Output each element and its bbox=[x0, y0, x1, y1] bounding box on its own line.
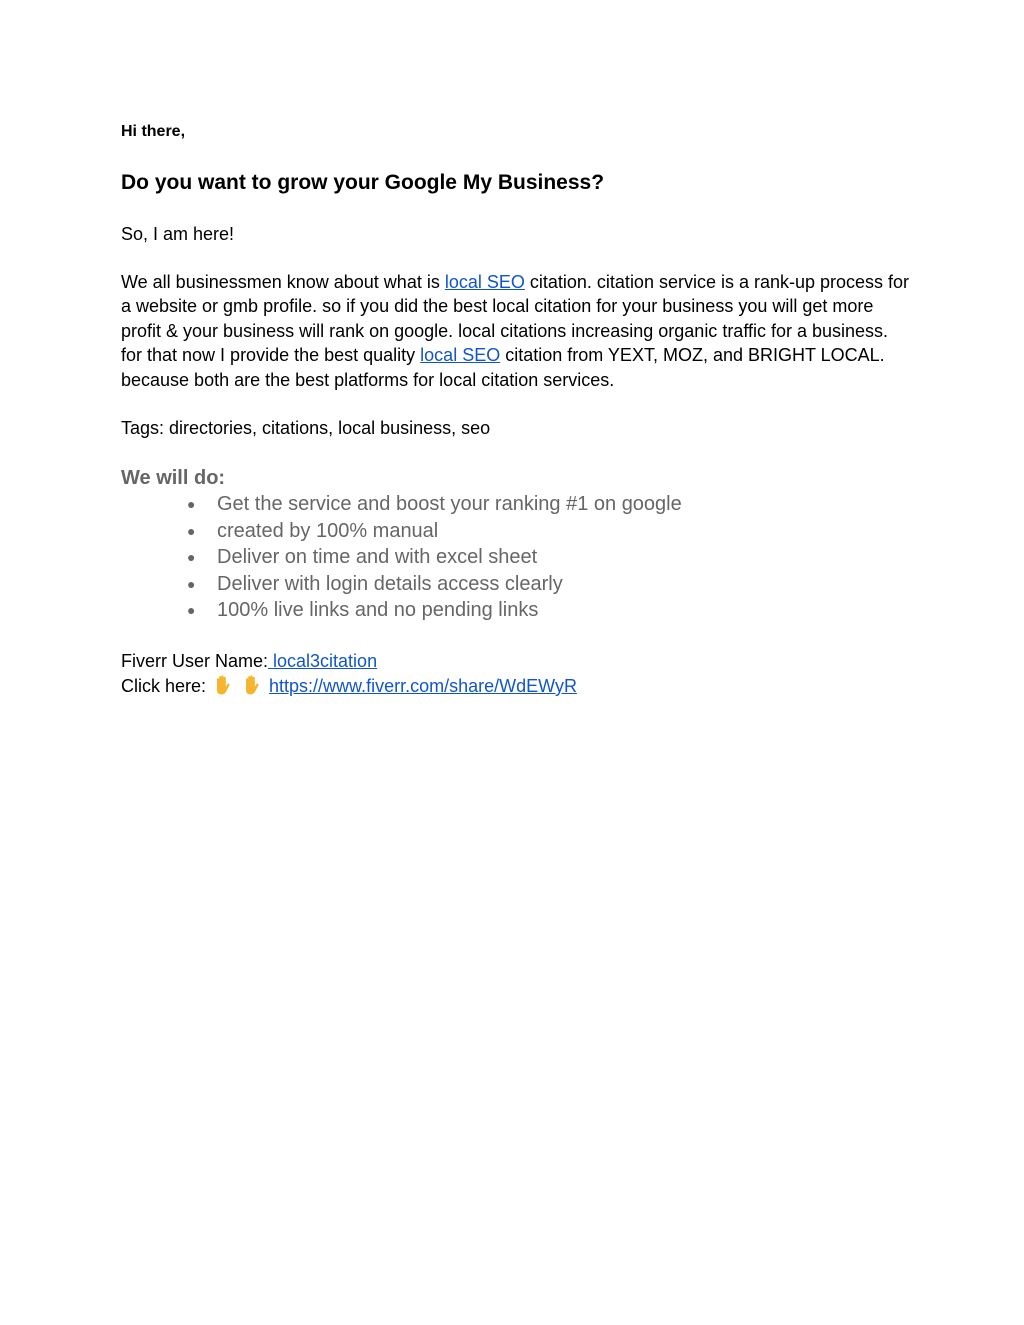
fiverr-share-link[interactable]: https://www.fiverr.com/share/WdEWyR bbox=[269, 676, 577, 696]
list-item-text: Deliver on time and with excel sheet bbox=[217, 546, 538, 569]
tags-line: Tags: directories, citations, local business, seo bbox=[121, 418, 491, 438]
local-seo-link-1[interactable]: local SEO bbox=[444, 272, 525, 292]
we-will-do-heading: We will do: bbox=[121, 467, 226, 489]
list-item bbox=[121, 491, 682, 518]
paragraph-text-3: citation from YEXT, MOZ, and BRIGHT LOCAL. because both are the best platforms for local citation services. bbox=[121, 345, 885, 390]
fiverr-username-link[interactable]: local3citation bbox=[268, 651, 378, 671]
fiverr-username-label: Fiverr User Name: bbox=[121, 651, 269, 671]
raised-hand-icon bbox=[211, 674, 233, 696]
local-seo-link-2[interactable]: local SEO bbox=[420, 345, 501, 366]
list-item-text: 100% live links and no pending links bbox=[217, 599, 539, 622]
we-will-do-list bbox=[121, 491, 682, 624]
paragraph-text-2: citation. citation service is a rank-up process for a website or gmb profile. so if you did the best local citation for your business you will get more profit & your business will rank on google. local citations increasing organic traffic for a business. for that now I provide the best quality bbox=[121, 272, 910, 366]
list-item bbox=[121, 544, 682, 571]
page-title: Do you want to grow your Google My Business? bbox=[121, 171, 605, 194]
intro-text: So, I am here! bbox=[121, 224, 235, 244]
list-item-text: created by 100% manual bbox=[217, 519, 439, 542]
bullet-icon: ● bbox=[187, 549, 196, 566]
click-here-line bbox=[121, 674, 577, 698]
bullet-icon: ● bbox=[187, 522, 196, 539]
list-item-text: Deliver with login details access clearly bbox=[217, 572, 563, 595]
click-here-label: Click here: bbox=[121, 676, 212, 696]
greeting: Hi there, bbox=[121, 123, 186, 140]
list-item-text: Get the service and boost your ranking #1 on google bbox=[217, 493, 682, 515]
paragraph-text-1: We all businessmen know about what is bbox=[121, 272, 445, 292]
list-item bbox=[121, 597, 682, 624]
list-item bbox=[121, 571, 682, 598]
fiverr-username-line bbox=[121, 649, 377, 673]
description-paragraph bbox=[121, 270, 911, 392]
bullet-icon: ● bbox=[187, 496, 196, 512]
bullet-icon: ● bbox=[187, 575, 196, 592]
list-item bbox=[121, 518, 682, 545]
raised-hand-icon bbox=[240, 674, 262, 696]
bullet-icon: ● bbox=[187, 602, 196, 619]
